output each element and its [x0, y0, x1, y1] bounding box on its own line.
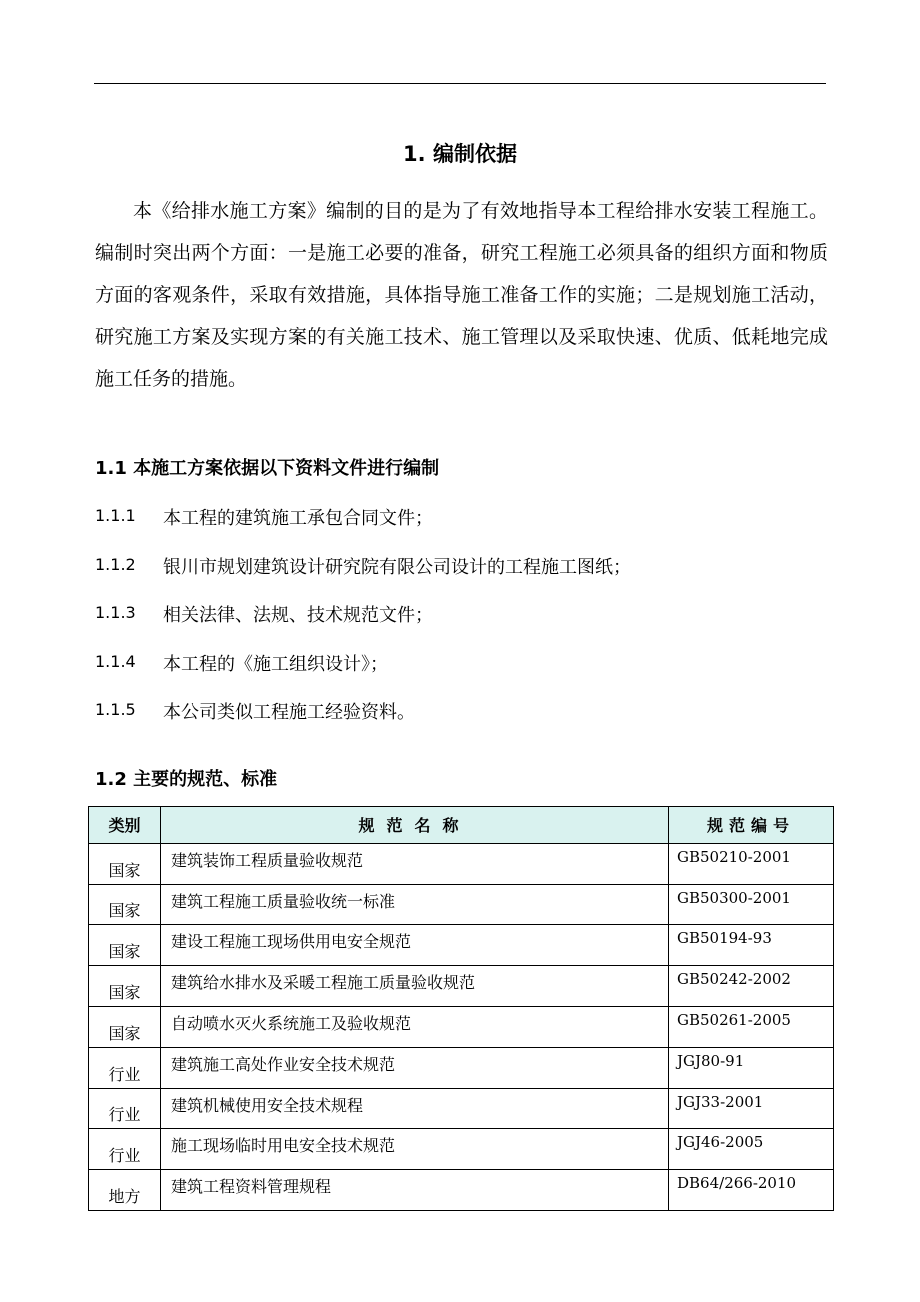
- row-name: 自动喷水灭火系统施工及验收规范: [161, 1006, 669, 1047]
- list-item-number: 1.1.2: [95, 554, 136, 574]
- list-item-text: 相关法律、法规、技术规范文件；: [163, 605, 433, 626]
- list-item-text: 本公司类似工程施工经验资料。: [163, 702, 415, 723]
- table-row: [89, 925, 834, 966]
- row-code: GB50242-2002: [669, 966, 834, 1007]
- list-item-number: 1.1.1: [95, 506, 136, 525]
- row-name: 建设工程施工现场供用电安全规范: [161, 925, 669, 966]
- table-row: [89, 1006, 834, 1047]
- list-item: [95, 504, 835, 553]
- row-category: 国家: [89, 1006, 161, 1047]
- table-row: [89, 884, 834, 925]
- row-name: 建筑装饰工程质量验收规范: [161, 843, 669, 884]
- list-item: [95, 601, 835, 650]
- table-row: [89, 966, 834, 1007]
- header-code: 规范编号: [669, 807, 834, 844]
- basis-document-list: [95, 504, 835, 747]
- header-category: 类别: [89, 807, 161, 844]
- list-item-number: 1.1.4: [95, 651, 136, 671]
- row-name: 建筑机械使用安全技术规程: [161, 1088, 669, 1129]
- section-title: 1. 编制依据: [403, 142, 517, 166]
- intro-paragraph: 本《给排水施工方案》编制的目的是为了有效地指导本工程给排水安装工程施工。编制时突出两个方面：一是施工必要的准备，研究工程施工必须具备的组织方面和物质方面的客观条件，采取有效措施，具体指导施工准备工作的实施；二是规划施工活动，研究施工方案及实现方案的有关施工技术、施工管理以及采取快速、优质、低耗地完成施工任务的措施。: [95, 200, 828, 390]
- list-item: [95, 553, 835, 602]
- row-name: 建筑工程资料管理规程: [161, 1170, 669, 1211]
- row-name: 建筑施工高处作业安全技术规范: [161, 1047, 669, 1088]
- table-row: [89, 843, 834, 884]
- row-code: GB50261-2005: [669, 1006, 834, 1047]
- row-category: 行业: [89, 1088, 161, 1129]
- row-code: JGJ80-91: [669, 1047, 834, 1088]
- header-name: 规范名称: [161, 807, 669, 844]
- row-name: 建筑给水排水及采暖工程施工质量验收规范: [161, 966, 669, 1007]
- row-category: 国家: [89, 843, 161, 884]
- list-item: [95, 650, 835, 699]
- header-rule: [94, 83, 826, 84]
- subsection-2-title: 1.2 主要的规范、标准: [95, 769, 278, 790]
- row-code: JGJ33-2001: [669, 1088, 834, 1129]
- table-row: [89, 1047, 834, 1088]
- row-code: GB50300-2001: [669, 884, 834, 925]
- list-item-text: 本工程的建筑施工承包合同文件；: [163, 508, 433, 529]
- row-category: 行业: [89, 1129, 161, 1170]
- table-row: [89, 1088, 834, 1129]
- row-category: 国家: [89, 966, 161, 1007]
- row-code: GB50194-93: [669, 925, 834, 966]
- row-code: GB50210-2001: [669, 843, 834, 884]
- list-item-text: 银川市规划建筑设计研究院有限公司设计的工程施工图纸；: [163, 556, 631, 578]
- standards-table: [88, 806, 834, 1211]
- row-code: JGJ46-2005: [669, 1129, 834, 1170]
- row-category: 国家: [89, 925, 161, 966]
- row-code: DB64/266-2010: [669, 1170, 834, 1211]
- row-category: 行业: [89, 1047, 161, 1088]
- row-name: 建筑工程施工质量验收统一标准: [161, 884, 669, 925]
- row-category: 地方: [89, 1170, 161, 1211]
- row-name: 施工现场临时用电安全技术规范: [161, 1129, 669, 1170]
- table-row: [89, 1129, 834, 1170]
- list-item-number: 1.1.3: [95, 603, 136, 622]
- table-row: [89, 1170, 834, 1211]
- row-category: 国家: [89, 884, 161, 925]
- list-item-number: 1.1.5: [95, 700, 136, 719]
- list-item-text: 本工程的《施工组织设计》；: [163, 653, 388, 675]
- table-header-row: [89, 807, 834, 844]
- list-item: [95, 698, 835, 747]
- subsection-1-title: 1.1 本施工方案依据以下资料文件进行编制: [95, 458, 440, 479]
